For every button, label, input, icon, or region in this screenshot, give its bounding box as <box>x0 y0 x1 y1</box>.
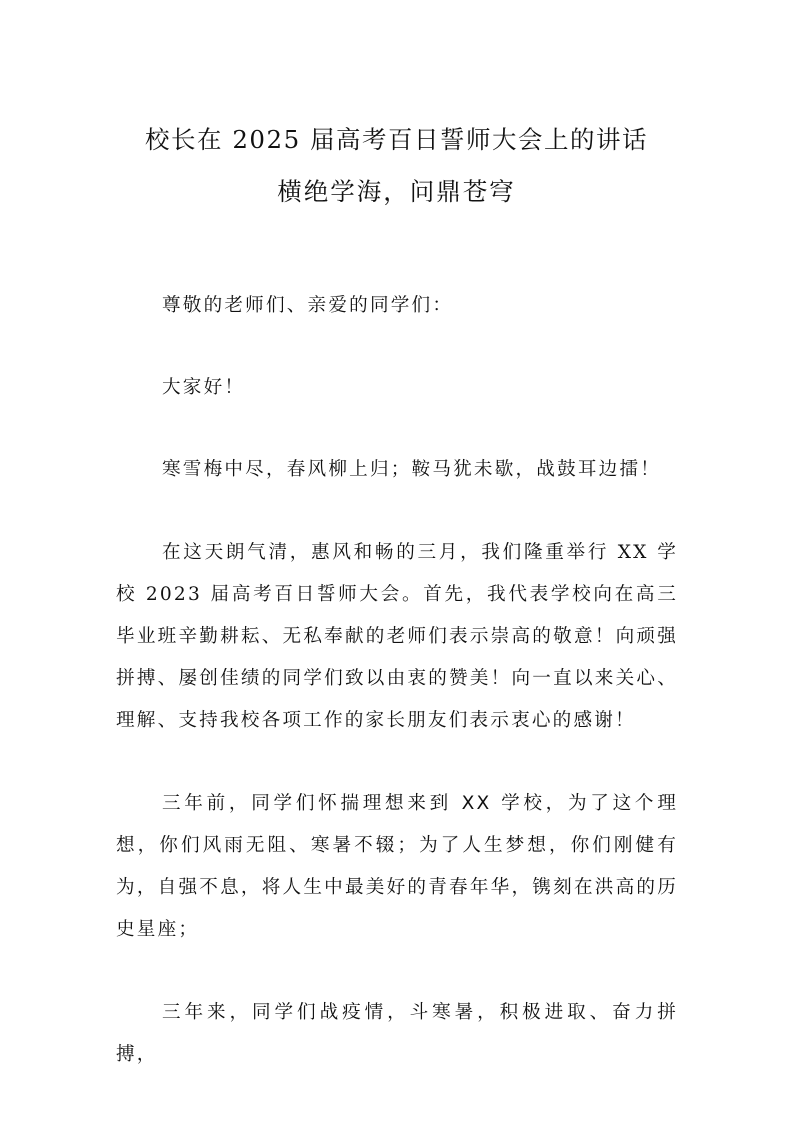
paragraph-greeting: 尊敬的老师们、亲爱的同学们： <box>162 295 454 316</box>
paragraph-three-years-since: 三年来，同学们战疫情，斗寒暑，积极进取、奋力拼搏， <box>116 1002 678 1065</box>
document-title: 校长在 2025 届高考百日誓师大会上的讲话 <box>145 125 648 154</box>
title-block <box>0 124 793 208</box>
document-subtitle: 横绝学海，问鼎苍穹 <box>277 177 516 206</box>
paragraph-hello: 大家好！ <box>162 377 246 398</box>
paragraph-three-years-ago: 三年前，同学们怀揣理想来到 XX 学校，为了这个理想，你们风雨无阻、寒暑不辍；为了人生梦想，你们刚健有为，自强不息，将人生中最美好的青春年华，镌刻在洪高的历史星座； <box>116 793 678 940</box>
paragraph-couplet: 寒雪梅中尽，春风柳上归；鞍马犹未歇，战鼓耳边擂！ <box>162 459 662 480</box>
paragraph-intro: 在这天朗气清，惠风和畅的三月，我们隆重举行 XX 学校 2023 届高考百日誓师大会。首先，我代表学校向在高三毕业班辛勤耕耘、无私奉献的老师们表示崇高的敬意！向顽强拼搏、屡创佳绩的同学们致以由衷的赞美！向一直以来关心、理解、支持我校各项工作的家长朋友们表示衷心的感谢！ <box>116 542 678 731</box>
